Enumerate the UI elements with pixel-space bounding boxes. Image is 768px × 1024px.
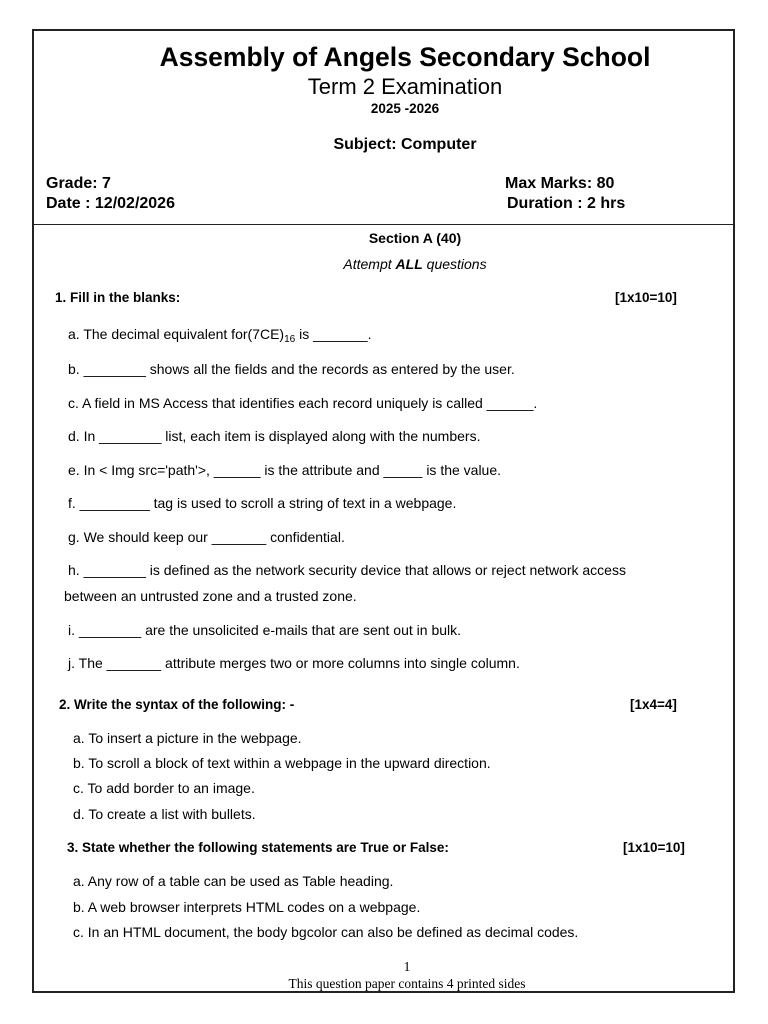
grade: Grade: 7 [46, 175, 111, 192]
q2-item-c: c. To add border to an image. [73, 780, 255, 796]
q1-item-a: a. The decimal equivalent $for(7CE)_{16}$ is _______. [68, 326, 372, 345]
q1-item-i: i. ________ are the unsolicited e-mails that are sent out in bulk. [68, 622, 462, 638]
max-marks: Max Marks: 80 [505, 175, 615, 192]
q3-item-b: b. A web browser interprets HTML codes on a webpage. [73, 899, 421, 915]
instructions: Attempt ALL questions [343, 256, 487, 272]
q2-marks: [1x4=4] [630, 697, 677, 712]
q1-item-e: e. In < Img src='path'>, ______ is the attribute and _____ is the value. [68, 462, 502, 478]
q1-item-d: d. In ________ list, each item is displayed along with the numbers. [68, 428, 481, 444]
q1-item-j: j. The _______ attribute merges two or more columns into single column. [68, 655, 520, 671]
school-name: Assembly of Angels Secondary School [159, 42, 651, 72]
q3-item-c: c. In an HTML document, the body bgcolor can also be defined as decimal codes. [73, 924, 579, 940]
q1-title: 1. Fill in the blanks: [55, 290, 181, 305]
header-divider [32, 224, 735, 225]
q1-item-g: g. We should keep our _______ confidential. [68, 529, 345, 545]
page-number: 1 [403, 959, 411, 974]
q3-title: 3. State whether the following statements are True or False: [67, 840, 449, 855]
academic-year: 2025 -2026 [370, 101, 440, 116]
q3-item-a: a. Any row of a table can be used as Table heading. [73, 873, 394, 889]
q1-item-f: f. _________ tag is used to scroll a string of text in a webpage. [68, 495, 457, 511]
q2-item-b: b. To scroll a block of text within a webpage in the upward direction. [73, 755, 491, 771]
q2-item-d: d. To create a list with bullets. [73, 806, 256, 822]
duration: Duration : 2 hrs [507, 195, 626, 212]
q1-item-c: c. A field in MS Access that identifies each record uniquely is called ______. [68, 395, 538, 411]
q1-item-b: b. ________ shows all the fields and the records as entered by the user. [68, 361, 515, 377]
exam-title: Term 2 Examination [307, 74, 503, 99]
q3-marks: [1x10=10] [623, 840, 685, 855]
exam-date: Date : 12/02/2026 [46, 195, 175, 212]
q2-item-a: a. To insert a picture in the webpage. [73, 730, 302, 746]
q1-item-h-cont: between an untrusted zone and a trusted zone. [64, 588, 357, 604]
subject: Subject: Computer [333, 136, 477, 153]
q2-title: 2. Write the syntax of the following: - [59, 697, 295, 712]
q1-marks: [1x10=10] [615, 290, 677, 305]
q1-item-h: h. ________ is defined as the network security device that allows or reject network access [68, 562, 626, 578]
section-title: Section A (40) [368, 230, 462, 246]
footer-note: This question paper contains 4 printed sides [288, 976, 526, 991]
